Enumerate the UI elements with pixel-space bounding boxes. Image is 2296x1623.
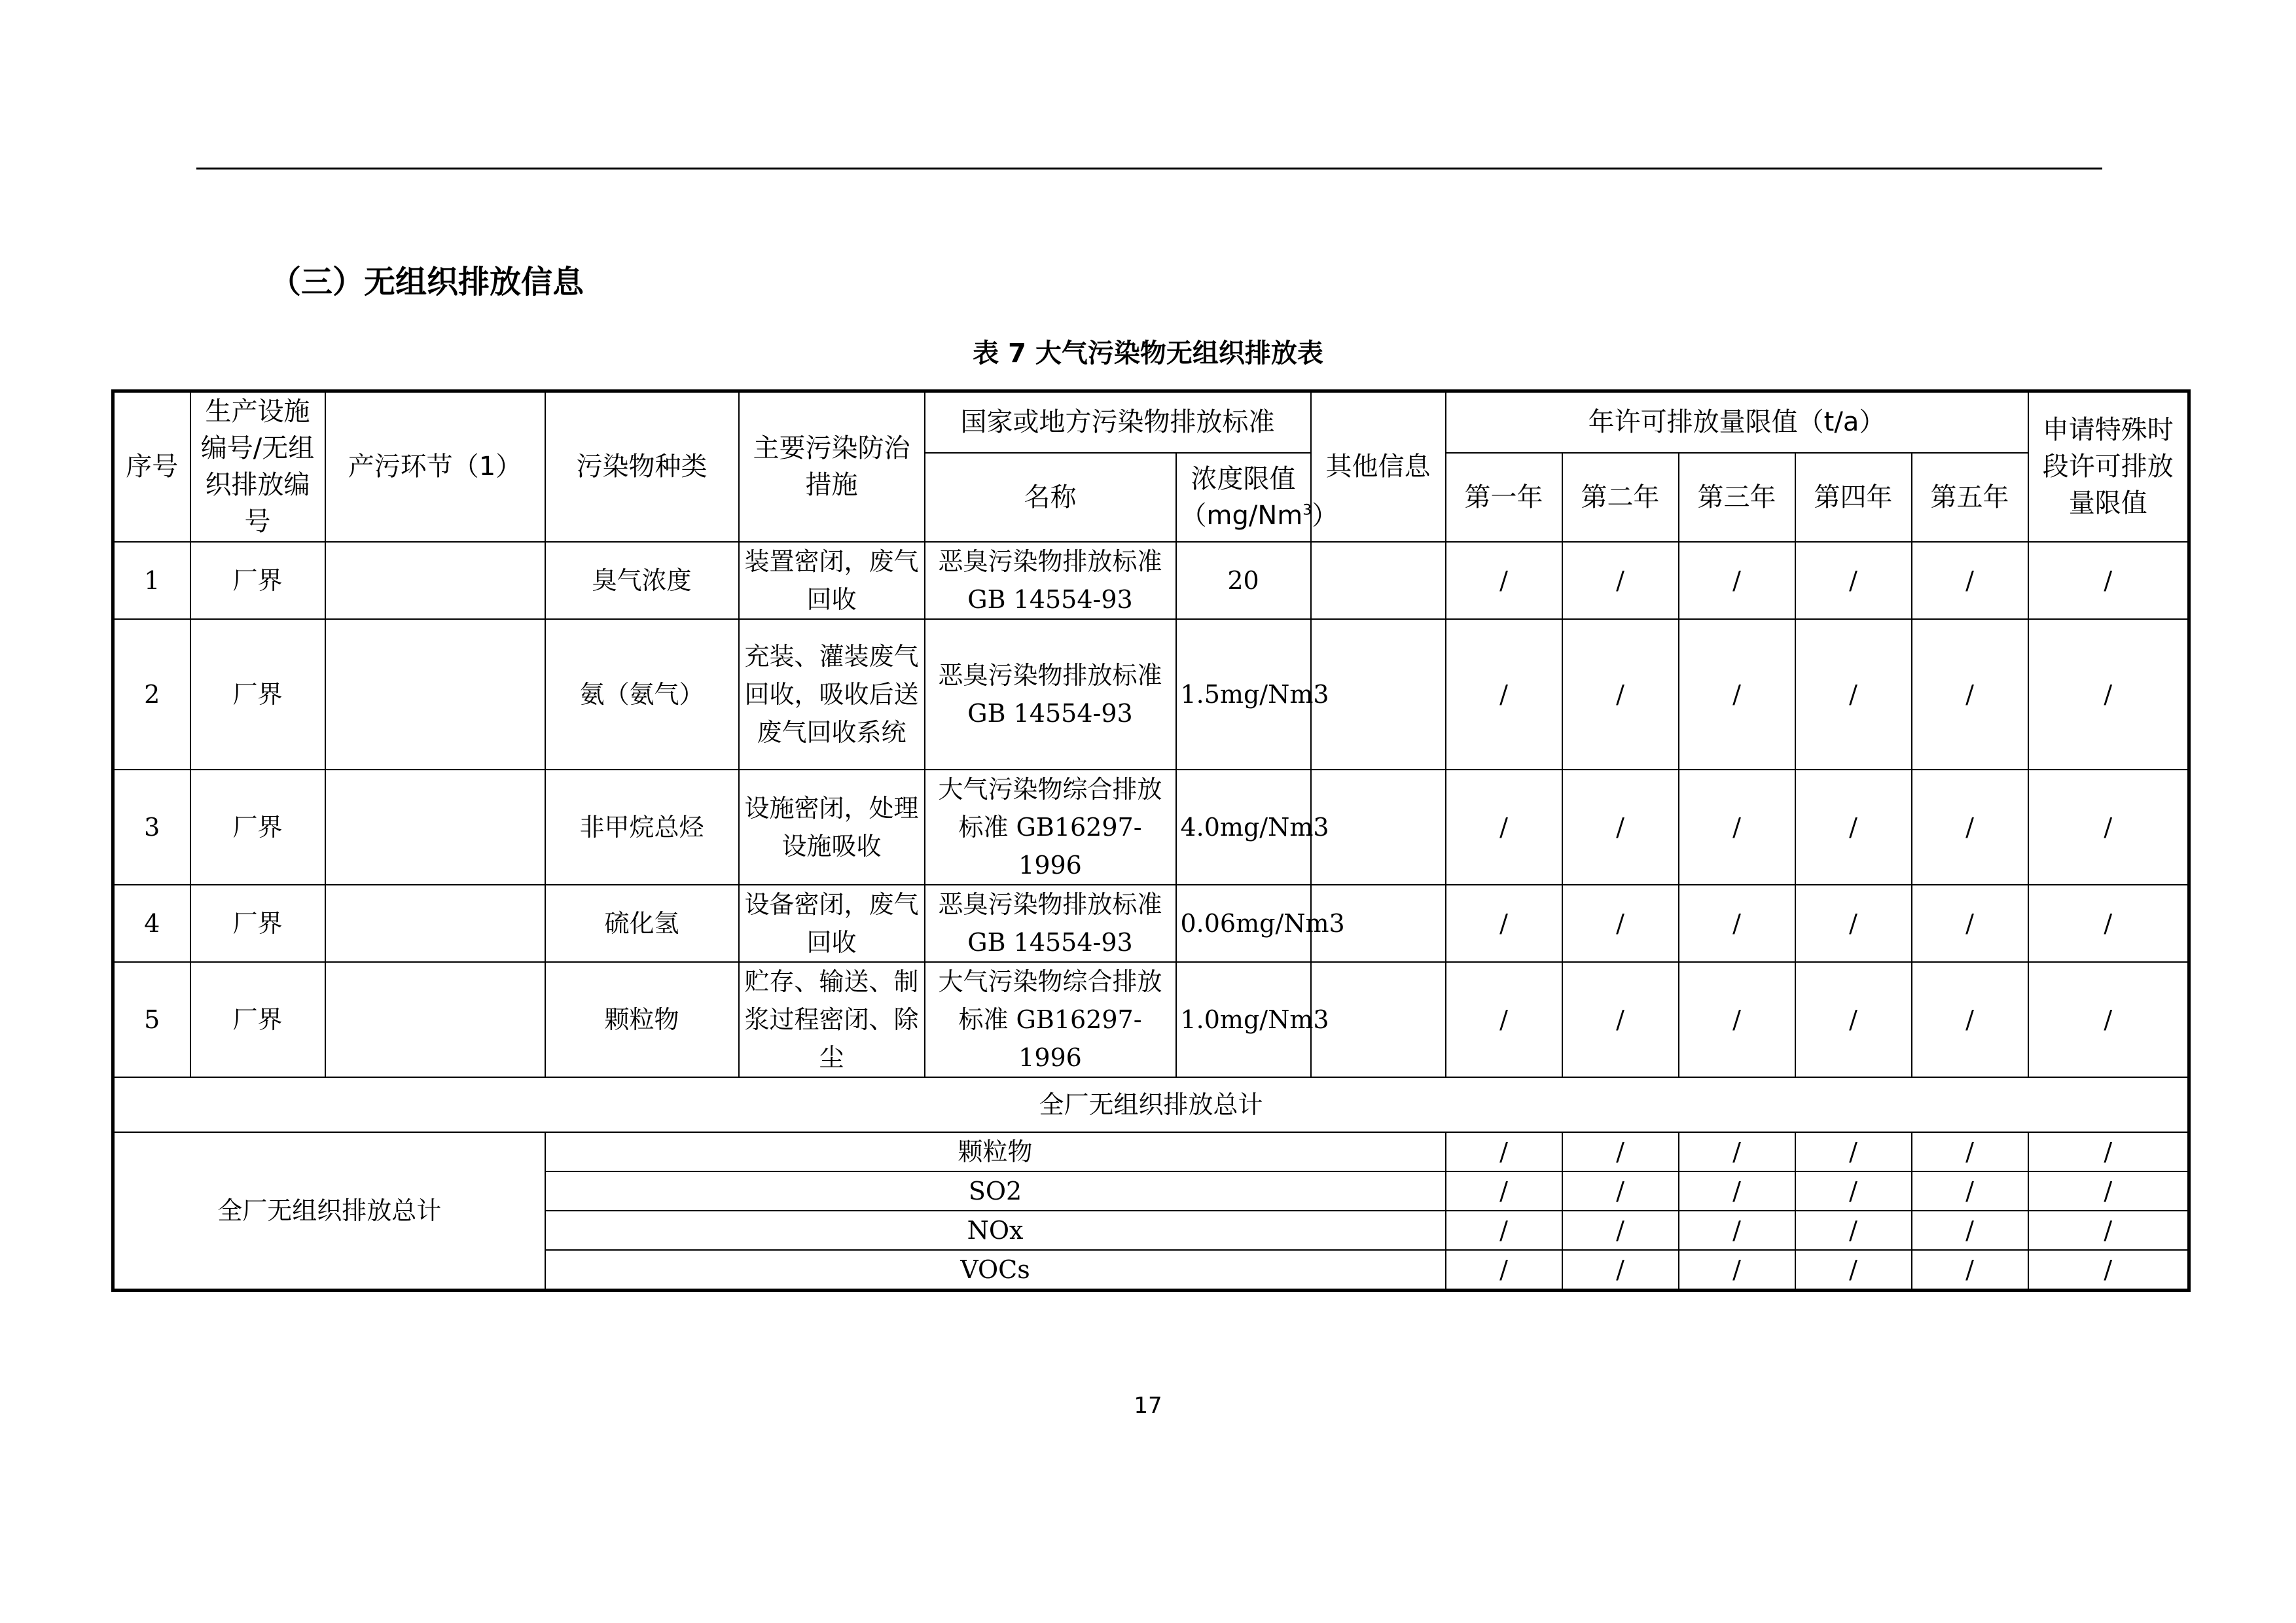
total-year4: / <box>1795 1171 1912 1211</box>
cell-year5: / <box>1912 962 2028 1077</box>
header-annual-group: 年许可排放量限值（t/a） <box>1446 391 2028 453</box>
cell-year1: / <box>1446 962 1562 1077</box>
cell-year1: / <box>1446 542 1562 619</box>
cell-year5: / <box>1912 770 2028 885</box>
cell-facility: 厂界 <box>190 770 325 885</box>
header-year1: 第一年 <box>1446 453 1562 542</box>
cell-seq: 5 <box>113 962 190 1077</box>
cell-special: / <box>2028 619 2189 770</box>
total-pollutant: 颗粒物 <box>545 1132 1446 1171</box>
cell-special: / <box>2028 770 2189 885</box>
cell-year2: / <box>1562 770 1679 885</box>
header-year3: 第三年 <box>1679 453 1795 542</box>
cell-seq: 3 <box>113 770 190 885</box>
total-pollutant: VOCs <box>545 1250 1446 1291</box>
cell-measures: 设施密闭，处理设施吸收 <box>739 770 925 885</box>
cell-pollutant: 臭气浓度 <box>545 542 739 619</box>
cell-facility: 厂界 <box>190 885 325 962</box>
cell-year4: / <box>1795 619 1912 770</box>
total-year3: / <box>1679 1171 1795 1211</box>
cell-year5: / <box>1912 619 2028 770</box>
header-year5: 第五年 <box>1912 453 2028 542</box>
cell-limit: 0.06mg/Nm3 <box>1176 885 1311 962</box>
cell-limit: 1.5mg/Nm3 <box>1176 619 1311 770</box>
cell-seq: 2 <box>113 619 190 770</box>
cell-other <box>1311 542 1446 619</box>
cell-limit: 1.0mg/Nm3 <box>1176 962 1311 1077</box>
cell-pollutant: 氨（氨气） <box>545 619 739 770</box>
table-row <box>113 962 2189 1077</box>
cell-year3: / <box>1679 542 1795 619</box>
cell-year3: / <box>1679 619 1795 770</box>
cell-measures: 贮存、输送、制浆过程密闭、除尘 <box>739 962 925 1077</box>
cell-facility: 厂界 <box>190 619 325 770</box>
cell-facility: 厂界 <box>190 542 325 619</box>
total-year1: / <box>1446 1250 1562 1291</box>
total-banner: 全厂无组织排放总计 <box>113 1077 2189 1132</box>
cell-process <box>325 542 545 619</box>
total-special: / <box>2028 1211 2189 1250</box>
cell-year3: / <box>1679 770 1795 885</box>
header-pollutant: 污染物种类 <box>545 391 739 542</box>
total-special: / <box>2028 1132 2189 1171</box>
cell-pollutant: 非甲烷总烃 <box>545 770 739 885</box>
cell-year2: / <box>1562 542 1679 619</box>
cell-standard: 大气污染物综合排放标准 GB16297-1996 <box>925 962 1176 1077</box>
cell-process <box>325 770 545 885</box>
total-year5: / <box>1912 1211 2028 1250</box>
cell-year2: / <box>1562 885 1679 962</box>
cell-year1: / <box>1446 885 1562 962</box>
header-standard-group: 国家或地方污染物排放标准 <box>925 391 1311 453</box>
total-year1: / <box>1446 1132 1562 1171</box>
cell-year5: / <box>1912 885 2028 962</box>
cell-standard: 大气污染物综合排放标准 GB16297-1996 <box>925 770 1176 885</box>
cell-other <box>1311 619 1446 770</box>
header-year2: 第二年 <box>1562 453 1679 542</box>
table-title: 表 7 大气污染物无组织排放表 <box>973 338 1323 368</box>
header-rule <box>196 168 2102 169</box>
cell-standard: 恶臭污染物排放标准 GB 14554-93 <box>925 619 1176 770</box>
total-special: / <box>2028 1171 2189 1211</box>
cell-process <box>325 962 545 1077</box>
cell-seq: 4 <box>113 885 190 962</box>
total-year5: / <box>1912 1132 2028 1171</box>
cell-year4: / <box>1795 962 1912 1077</box>
total-year4: / <box>1795 1250 1912 1291</box>
cell-measures: 装置密闭，废气回收 <box>739 542 925 619</box>
cell-limit: 20 <box>1176 542 1311 619</box>
cell-process <box>325 619 545 770</box>
total-year2: / <box>1562 1250 1679 1291</box>
total-special: / <box>2028 1250 2189 1291</box>
total-year2: / <box>1562 1132 1679 1171</box>
cell-special: / <box>2028 962 2189 1077</box>
cell-year4: / <box>1795 770 1912 885</box>
table-row <box>113 542 2189 619</box>
header-year4: 第四年 <box>1795 453 1912 542</box>
cell-year1: / <box>1446 770 1562 885</box>
table-row <box>113 619 2189 770</box>
header-concentration: 浓度限值（mg/Nm$^3$） <box>1176 453 1311 542</box>
header-facility: 生产设施编号/无组织排放编号 <box>190 391 325 542</box>
cell-measures: 设备密闭，废气回收 <box>739 885 925 962</box>
table-row <box>113 770 2189 885</box>
cell-pollutant: 硫化氢 <box>545 885 739 962</box>
cell-process <box>325 885 545 962</box>
header-seq: 序号 <box>113 391 190 542</box>
cell-pollutant: 颗粒物 <box>545 962 739 1077</box>
total-year5: / <box>1912 1171 2028 1211</box>
total-year2: / <box>1562 1171 1679 1211</box>
total-row <box>113 1132 2189 1171</box>
total-label: 全厂无组织排放总计 <box>113 1132 545 1291</box>
header-special: 申请特殊时段许可排放量限值 <box>2028 391 2189 542</box>
header-other: 其他信息 <box>1311 391 1446 542</box>
cell-seq: 1 <box>113 542 190 619</box>
cell-limit: 4.0mg/Nm3 <box>1176 770 1311 885</box>
total-year5: / <box>1912 1250 2028 1291</box>
cell-year5: / <box>1912 542 2028 619</box>
cell-year4: / <box>1795 542 1912 619</box>
total-year2: / <box>1562 1211 1679 1250</box>
total-year3: / <box>1679 1132 1795 1171</box>
cell-measures: 充装、灌装废气回收，吸收后送废气回收系统 <box>739 619 925 770</box>
cell-special: / <box>2028 542 2189 619</box>
header-measures: 主要污染防治措施 <box>739 391 925 542</box>
section-title: （三）无组织排放信息 <box>270 264 584 300</box>
cell-year1: / <box>1446 619 1562 770</box>
cell-year2: / <box>1562 962 1679 1077</box>
total-pollutant: NOx <box>545 1211 1446 1250</box>
header-standard-name: 名称 <box>925 453 1176 542</box>
total-year1: / <box>1446 1211 1562 1250</box>
cell-year3: / <box>1679 962 1795 1077</box>
cell-other <box>1311 770 1446 885</box>
total-pollutant: SO2 <box>545 1171 1446 1211</box>
cell-standard: 恶臭污染物排放标准 GB 14554-93 <box>925 885 1176 962</box>
total-year3: / <box>1679 1250 1795 1291</box>
cell-standard: 恶臭污染物排放标准 GB 14554-93 <box>925 542 1176 619</box>
cell-year3: / <box>1679 885 1795 962</box>
header-process: 产污环节（1） <box>325 391 545 542</box>
page-number: 17 <box>1134 1393 1162 1419</box>
cell-special: / <box>2028 885 2189 962</box>
total-year4: / <box>1795 1211 1912 1250</box>
emission-table <box>111 389 2191 1292</box>
total-year1: / <box>1446 1171 1562 1211</box>
cell-facility: 厂界 <box>190 962 325 1077</box>
cell-year4: / <box>1795 885 1912 962</box>
table-row <box>113 885 2189 962</box>
cell-other <box>1311 962 1446 1077</box>
total-year4: / <box>1795 1132 1912 1171</box>
cell-year2: / <box>1562 619 1679 770</box>
total-year3: / <box>1679 1211 1795 1250</box>
